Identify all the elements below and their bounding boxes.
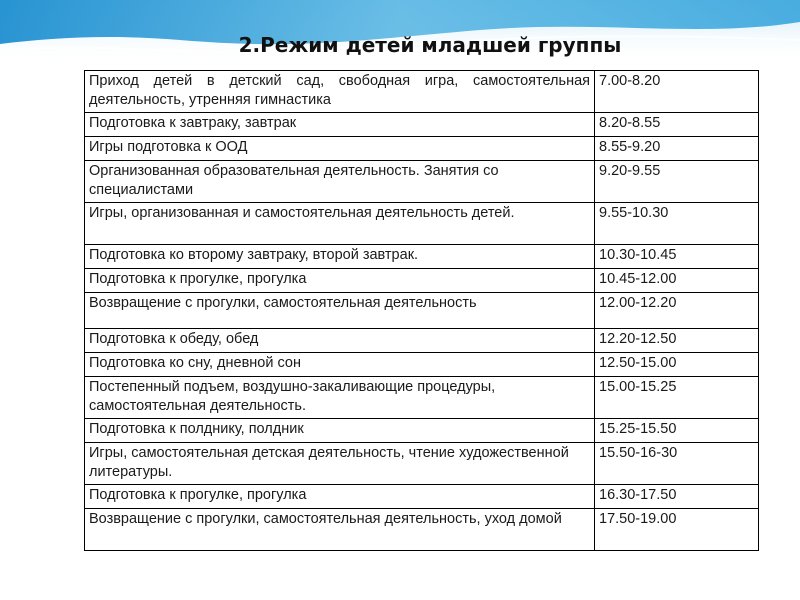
time-cell: 10.30-10.45 <box>595 245 759 269</box>
table-row <box>85 245 759 269</box>
activity-cell: Подготовка к обеду, обед <box>85 329 595 353</box>
time-cell: 7.00-8.20 <box>595 71 759 113</box>
table-row <box>85 377 759 419</box>
activity-cell: Подготовка ко второму завтраку, второй завтрак. <box>85 245 595 269</box>
activity-cell: Возвращение с прогулки, самостоятельная деятельность, уход домой <box>85 509 595 551</box>
table-row <box>85 113 759 137</box>
schedule-table <box>84 70 759 551</box>
time-cell: 17.50-19.00 <box>595 509 759 551</box>
activity-cell: Постепенный подъем, воздушно-закаливающие процедуры, самостоятельная деятельность. <box>85 377 595 419</box>
activity-cell: Приход детей в детский сад, свободная игра, самостоятельная деятельность, утренняя гимнастика <box>85 71 595 113</box>
table-row <box>85 353 759 377</box>
time-cell: 10.45-12.00 <box>595 269 759 293</box>
table-row <box>85 137 759 161</box>
table-row <box>85 203 759 245</box>
time-cell: 15.25-15.50 <box>595 419 759 443</box>
activity-cell: Игры подготовка к ООД <box>85 137 595 161</box>
table-row <box>85 71 759 113</box>
time-cell: 15.00-15.25 <box>595 377 759 419</box>
activity-cell: Подготовка к полднику, полдник <box>85 419 595 443</box>
activity-cell: Подготовка к завтраку, завтрак <box>85 113 595 137</box>
time-cell: 8.55-9.20 <box>595 137 759 161</box>
table-row <box>85 269 759 293</box>
table-row <box>85 509 759 551</box>
time-cell: 12.00-12.20 <box>595 293 759 329</box>
time-cell: 9.55-10.30 <box>595 203 759 245</box>
table-row <box>85 329 759 353</box>
table-row <box>85 419 759 443</box>
time-cell: 15.50-16-30 <box>595 443 759 485</box>
activity-cell: Подготовка к прогулке, прогулка <box>85 485 595 509</box>
activity-cell: Подготовка к прогулке, прогулка <box>85 269 595 293</box>
time-cell: 16.30-17.50 <box>595 485 759 509</box>
page-title: 2.Режим детей младшей группы <box>238 33 622 57</box>
activity-cell: Подготовка ко сну, дневной сон <box>85 353 595 377</box>
table-row <box>85 443 759 485</box>
activity-cell: Игры, организованная и самостоятельная деятельность детей. <box>85 203 595 245</box>
table-row <box>85 161 759 203</box>
time-cell: 12.50-15.00 <box>595 353 759 377</box>
time-cell: 12.20-12.50 <box>595 329 759 353</box>
table-row <box>85 293 759 329</box>
time-cell: 8.20-8.55 <box>595 113 759 137</box>
time-cell: 9.20-9.55 <box>595 161 759 203</box>
table-row <box>85 485 759 509</box>
activity-cell: Организованная образовательная деятельность. Занятия со специалистами <box>85 161 595 203</box>
activity-cell: Игры, самостоятельная детская деятельность, чтение художественной литературы. <box>85 443 595 485</box>
activity-cell: Возвращение с прогулки, самостоятельная деятельность <box>85 293 595 329</box>
